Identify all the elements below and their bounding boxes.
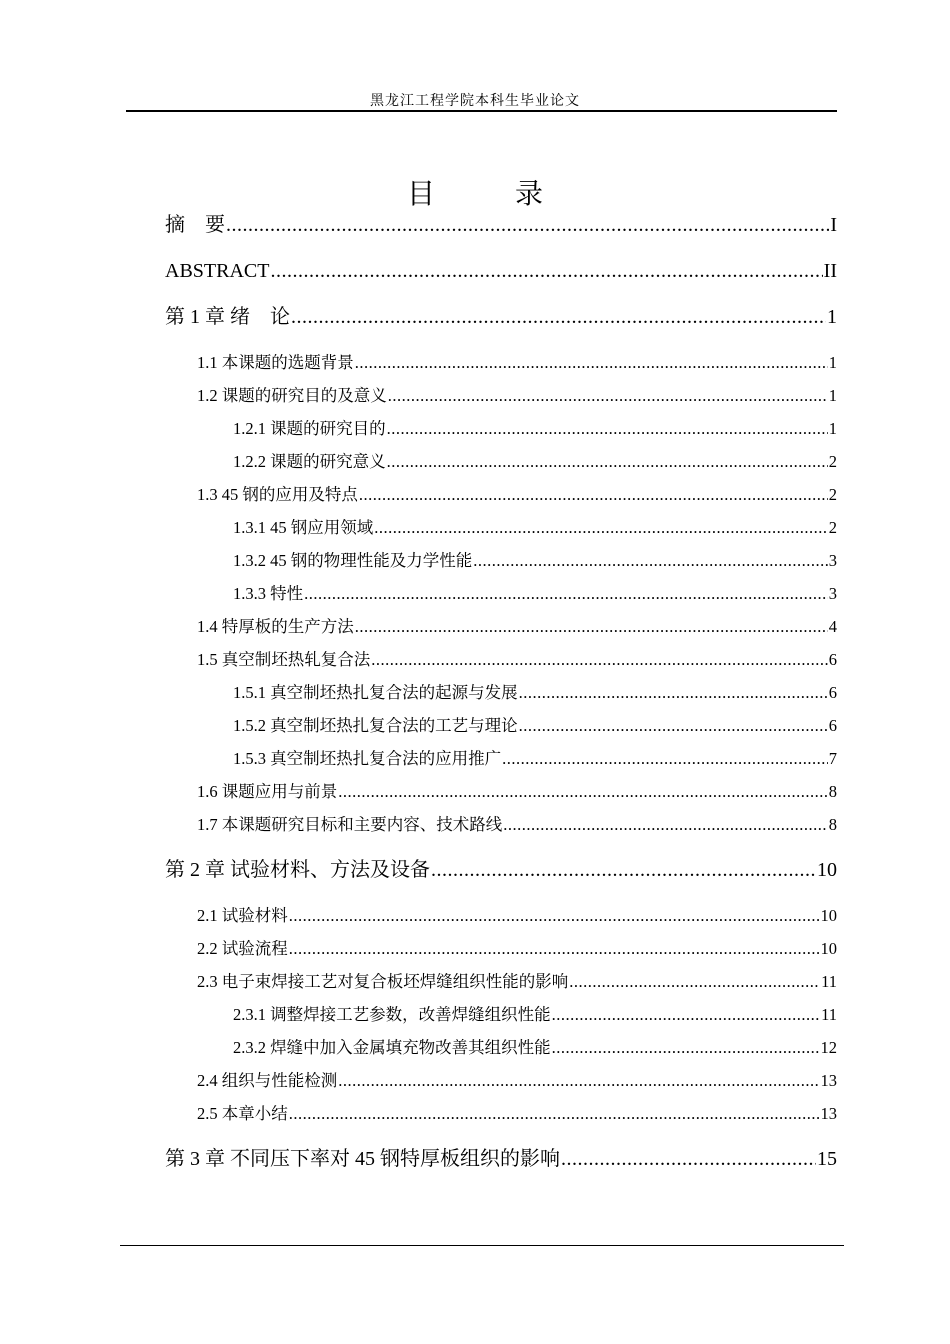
toc-entry-page: 7 [828, 749, 837, 768]
toc-entry[interactable] [165, 511, 837, 544]
dot-leader [552, 1031, 820, 1064]
toc-entry[interactable] [165, 1064, 837, 1097]
toc-entry[interactable] [165, 209, 837, 242]
footer-rule [120, 1245, 844, 1246]
dot-leader [359, 478, 828, 511]
toc-entry-page: 8 [828, 815, 837, 834]
toc-entry-page: 4 [828, 617, 837, 636]
toc-entry[interactable] [165, 255, 837, 288]
toc-entry-page: I [830, 214, 837, 236]
dot-leader [304, 577, 828, 610]
toc-entry-page: 3 [828, 551, 837, 570]
toc-entry[interactable] [165, 379, 837, 412]
toc-entry-page: 2 [828, 518, 837, 537]
toc-entry-page: 1 [828, 419, 837, 438]
toc-entry-label: 摘 要 [165, 214, 225, 236]
toc-entry-page: 8 [828, 782, 837, 801]
toc-entry-label: 1.5.1 真空制坯热扎复合法的起源与发展 [233, 683, 518, 702]
toc-entry-page: II [823, 260, 837, 282]
toc-entry-page: 2 [828, 485, 837, 504]
toc-entry-label: 1.3.1 45 钢应用领域 [233, 518, 374, 537]
toc-entry-label: 1.2 课题的研究目的及意义 [197, 386, 387, 405]
toc-entry[interactable] [165, 899, 837, 932]
toc-entry[interactable] [165, 676, 837, 709]
toc-entry[interactable] [165, 301, 837, 334]
toc-entry-label: 1.2.1 课题的研究目的 [233, 419, 386, 438]
toc-entry-page: 12 [820, 1038, 837, 1057]
header-rule [126, 110, 837, 112]
toc-entry-page: 1 [828, 353, 837, 372]
toc-entry-label: 2.3.2 焊缝中加入金属填充物改善其组织性能 [233, 1038, 551, 1057]
toc-entry[interactable] [165, 643, 837, 676]
dot-leader [387, 445, 828, 478]
toc-entry-label: 2.3.1 调整焊接工艺参数，改善焊缝组织性能 [233, 1005, 551, 1024]
toc-entry[interactable] [165, 412, 837, 445]
toc-entry-label: 2.3 电子束焊接工艺对复合板坯焊缝组织性能的影响 [197, 972, 569, 991]
toc-entry[interactable] [165, 544, 837, 577]
toc-entry-page: 6 [828, 650, 837, 669]
dot-leader [338, 1064, 819, 1097]
dot-leader [355, 610, 828, 643]
running-header: 黑龙江工程学院本科生毕业论文 [370, 94, 580, 109]
dot-leader [388, 379, 828, 412]
toc-entry-page: 10 [820, 906, 837, 925]
toc-entry-page: 10 [820, 939, 837, 958]
toc-entry[interactable] [165, 709, 837, 742]
dot-leader [431, 854, 816, 887]
toc-entry[interactable] [165, 998, 837, 1031]
dot-leader [502, 742, 828, 775]
toc-entry[interactable] [165, 932, 837, 965]
toc-entry-page: 13 [820, 1104, 837, 1123]
toc-entry-page: 1 [828, 386, 837, 405]
table-of-contents [165, 209, 837, 1188]
toc-entry-page: 3 [828, 584, 837, 603]
toc-entry-label: 2.4 组织与性能检测 [197, 1071, 338, 1090]
toc-entry-label: 2.2 试验流程 [197, 939, 288, 958]
toc-entry-label: 1.3.2 45 钢的物理性能及力学性能 [233, 551, 473, 570]
toc-entry[interactable] [165, 775, 837, 808]
page-title: 目 录 [406, 177, 569, 210]
toc-entry[interactable] [165, 577, 837, 610]
toc-entry[interactable] [165, 965, 837, 998]
dot-leader [519, 676, 828, 709]
toc-entry-label: 第 2 章 试验材料、方法及设备 [165, 859, 430, 881]
toc-entry-page: 15 [817, 1148, 837, 1170]
toc-entry-page: 1 [827, 306, 837, 328]
dot-leader [473, 544, 828, 577]
dot-leader [289, 1097, 820, 1130]
toc-entry-label: 第 3 章 不同压下率对 45 钢特厚板组织的影响 [165, 1148, 560, 1170]
toc-entry[interactable] [165, 1097, 837, 1130]
toc-entry[interactable] [165, 1031, 837, 1064]
dot-leader [561, 1143, 816, 1176]
toc-entry-page: 6 [828, 683, 837, 702]
toc-entry-page: 10 [817, 859, 837, 881]
toc-entry-label: 1.6 课题应用与前景 [197, 782, 338, 801]
dot-leader [387, 412, 828, 445]
dot-leader [338, 775, 828, 808]
toc-entry-page: 13 [820, 1071, 837, 1090]
toc-entry-label: 1.2.2 课题的研究意义 [233, 452, 386, 471]
toc-entry-label: 1.3.3 特性 [233, 584, 304, 603]
toc-entry-label: 1.5.2 真空制坯热扎复合法的工艺与理论 [233, 716, 518, 735]
dot-leader [270, 255, 822, 288]
dot-leader [355, 346, 828, 379]
toc-entry[interactable] [165, 610, 837, 643]
toc-entry-page: 2 [828, 452, 837, 471]
toc-entry-label: 1.7 本课题研究目标和主要内容、技术路线 [197, 815, 503, 834]
toc-entry-label: 第 1 章 绪 论 [165, 306, 290, 328]
toc-entry[interactable] [165, 445, 837, 478]
dot-leader [226, 209, 829, 242]
toc-entry-label: ABSTRACT [165, 260, 270, 282]
toc-entry[interactable] [165, 854, 837, 887]
toc-entry[interactable] [165, 1143, 837, 1176]
toc-entry-page: 11 [821, 1005, 837, 1024]
toc-entry-page: 6 [828, 716, 837, 735]
dot-leader [289, 899, 820, 932]
toc-entry[interactable] [165, 346, 837, 379]
toc-entry-label: 1.4 特厚板的生产方法 [197, 617, 354, 636]
dot-leader [519, 709, 828, 742]
toc-entry[interactable] [165, 808, 837, 841]
dot-leader [289, 932, 820, 965]
toc-entry-label: 2.5 本章小结 [197, 1104, 288, 1123]
dot-leader [371, 643, 828, 676]
toc-entry-label: 1.5 真空制坯热轧复合法 [197, 650, 371, 669]
toc-entry-label: 2.1 试验材料 [197, 906, 288, 925]
toc-entry-label: 1.5.3 真空制坯热扎复合法的应用推广 [233, 749, 502, 768]
dot-leader [291, 301, 826, 334]
dot-leader [569, 965, 820, 998]
dot-leader [552, 998, 820, 1031]
toc-entry-label: 1.3 45 钢的应用及特点 [197, 485, 358, 504]
toc-entry-label: 1.1 本课题的选题背景 [197, 353, 354, 372]
dot-leader [374, 511, 828, 544]
dot-leader [503, 808, 828, 841]
toc-entry[interactable] [165, 742, 837, 775]
toc-entry-page: 11 [821, 972, 837, 991]
toc-entry[interactable] [165, 478, 837, 511]
